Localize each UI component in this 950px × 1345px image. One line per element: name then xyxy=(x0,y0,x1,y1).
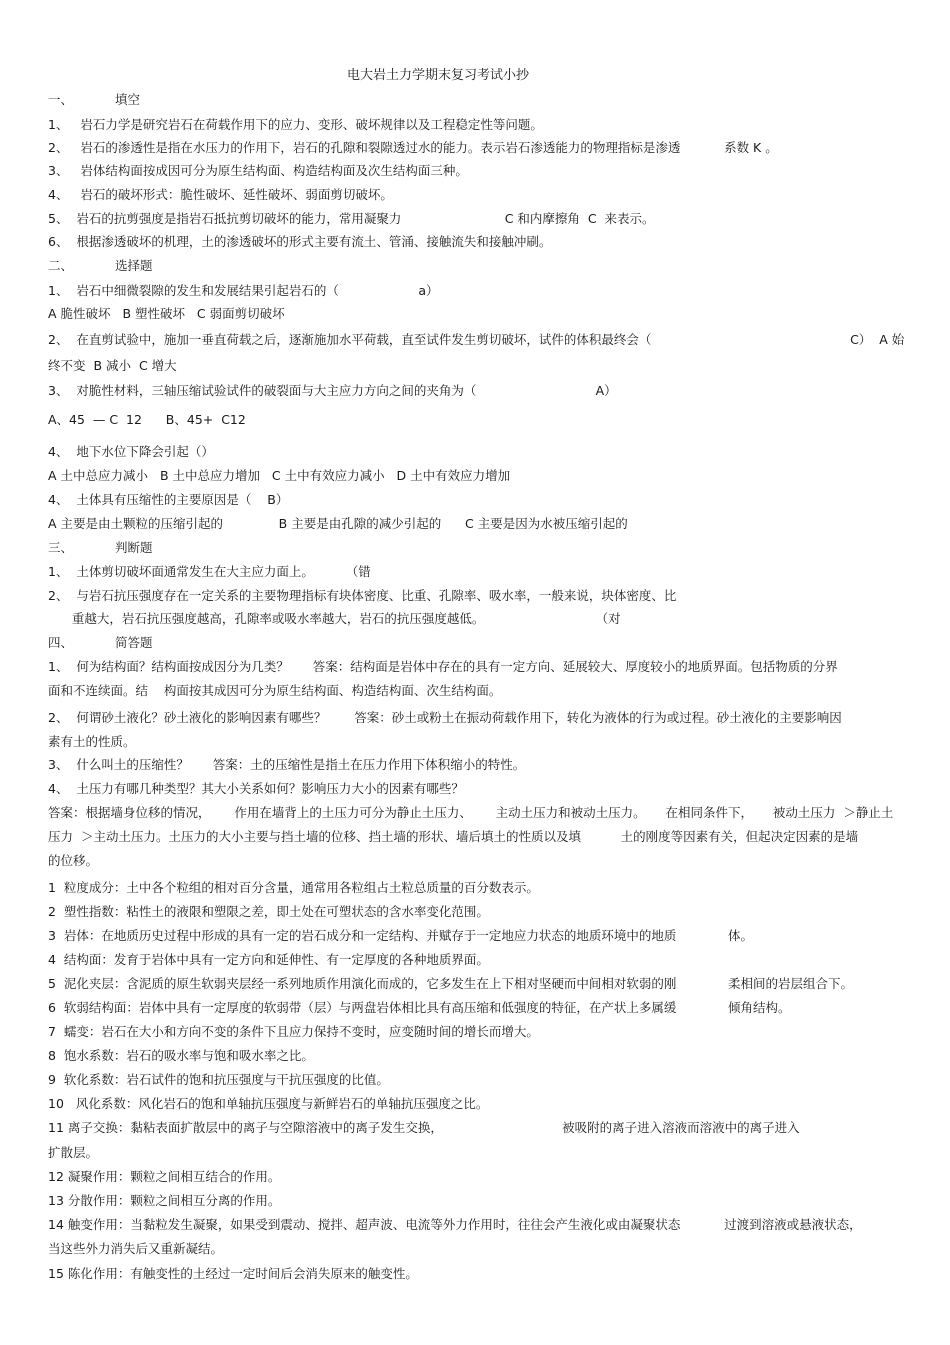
text-line: 6、 根据渗透破坏的机理，土的渗透破坏的形式主要有流土、管涌、接触流失和接触冲刷。 xyxy=(48,234,552,249)
text-line: 重越大，岩石抗压强度越高，孔隙率或吸水率越大，岩石的抗压强度越低。 （对 xyxy=(48,611,621,626)
text-line: 2、 在直剪试验中，施加一垂直荷载之后，逐渐施加水平荷载，直至试件发生剪切破坏，试件的体积最终会（ C） A 始 xyxy=(48,332,905,347)
text-line: 1、 何为结构面？结构面按成因分为几类？ 答案：结构面是岩体中存在的具有一定方向、延展较大、厚度较小的地质界面。包括物质的分界 xyxy=(48,659,838,674)
text-line: 压力 ＞主动土压力。土压力的大小主要与挡土墙的位移、挡土墙的形状、墙后填土的性质以及填 土的刚度等因素有关，但起决定因素的是墙 xyxy=(48,829,859,844)
document-title: 电大岩土力学期末复习考试小抄 xyxy=(347,68,530,83)
section-heading: 简答题 xyxy=(115,635,153,650)
text-line: 答案：根据墙身位移的情况， 作用在墙背上的土压力可分为静止土压力、 主动土压力和被动土压力。 在相同条件下， 被动土压力 ＞静止土 xyxy=(48,805,894,820)
text-line: 6 软弱结构面：岩体中具有一定厚度的软弱带（层）与两盘岩体相比具有高压缩和低强度的特征，在产状上多属缓 倾角结构。 xyxy=(48,1000,791,1015)
section-number: 四、 xyxy=(48,635,74,650)
section-number: 三、 xyxy=(48,540,74,555)
text-line: 10 风化系数：风化岩石的饱和单轴抗压强度与新鲜岩石的单轴抗压强度之比。 xyxy=(48,1096,489,1111)
text-line: 5、 岩石的抗剪强度是指岩石抵抗剪切破坏的能力，常用凝聚力 C 和内摩擦角 C 来表示。 xyxy=(48,211,655,226)
text-line: 1、 岩石力学是研究岩石在荷载作用下的应力、变形、破坏规律以及工程稳定性等问题。 xyxy=(48,117,543,132)
text-line: 8 饱水系数：岩石的吸水率与饱和吸水率之比。 xyxy=(48,1048,314,1063)
text-line: 15 陈化作用：有触变性的土经过一定时间后会消失原来的触变性。 xyxy=(48,1266,418,1281)
section-number: 二、 xyxy=(48,258,74,273)
text-line: 7 蠕变：岩石在大小和方向不变的条件下且应力保持不变时，应变随时间的增长而增大。 xyxy=(48,1024,539,1039)
section-heading: 选择题 xyxy=(115,258,153,273)
text-line: 2、 与岩石抗压强度存在一定关系的主要物理指标有块体密度、比重、孔隙率、吸水率，一般来说，块体密度、比 xyxy=(48,588,677,603)
text-line: 4、 土体具有压缩性的主要原因是（ B） xyxy=(48,492,289,507)
section-heading: 判断题 xyxy=(115,540,153,555)
section-number: 一、 xyxy=(48,92,74,107)
section-heading: 填空 xyxy=(115,92,141,107)
text-line: 3、 什么叫土的压缩性？ 答案：土的压缩性是指土在压力作用下体积缩小的特性。 xyxy=(48,757,526,772)
text-line: 1 粒度成分：土中各个粒组的相对百分含量，通常用各粒组占土粒总质量的百分数表示。 xyxy=(48,880,539,895)
text-line: 2 塑性指数：粘性土的液限和塑限之差，即土处在可塑状态的含水率变化范围。 xyxy=(48,904,489,919)
text-line: 12 凝聚作用：颗粒之间相互结合的作用。 xyxy=(48,1169,281,1184)
text-line: A、45 — C 12 B、45+ C12 xyxy=(48,412,246,427)
text-line: 的位移。 xyxy=(48,853,99,868)
text-line: 5 泥化夹层：含泥质的原生软弱夹层经一系列地质作用演化而成的，它多发生在上下相对坚硬而中间相对软弱的刚 柔相间的岩层组合下。 xyxy=(48,976,854,991)
text-line: 4、 地下水位下降会引起（） xyxy=(48,444,214,459)
text-line: 4、 岩石的破坏形式：脆性破坏、延性破坏、弱面剪切破坏。 xyxy=(48,187,393,202)
text-line: 当这些外力消失后又重新凝结。 xyxy=(48,1241,224,1256)
text-line: A 脆性破坏 B 塑性破坏 C 弱面剪切破坏 xyxy=(48,306,285,321)
text-line: 2、 岩石的渗透性是指在水压力的作用下，岩石的孔隙和裂隙透过水的能力。表示岩石渗透能力的物理指标是渗透 系数 K 。 xyxy=(48,140,778,155)
text-line: 11 离子交换：黏粘表面扩散层中的离子与空隙溶液中的离子发生交换， 被吸附的离子进入溶液而溶液中的离子进入 xyxy=(48,1120,800,1135)
text-line: 14 触变作用：当黏粒发生凝聚，如果受到震动、搅拌、超声波、电流等外力作用时，往往会产生液化或由凝聚状态 过渡到溶液或悬液状态， xyxy=(48,1217,862,1232)
text-line: 终不变 B 减小 C 增大 xyxy=(48,358,177,373)
text-line: 2、 何谓砂土液化？砂土液化的影响因素有哪些？ 答案：砂土或粉土在振动荷载作用下，转化为液体的行为或过程。砂土液化的主要影响因 xyxy=(48,710,842,725)
text-line: 1、 岩石中细微裂隙的发生和发展结果引起岩石的（ a） xyxy=(48,283,439,298)
text-line: 4、 土压力有哪几种类型？其大小关系如何？影响压力大小的因素有哪些？ xyxy=(48,781,464,796)
text-line: 面和不连续面。结 构面按其成因可分为原生结构面、构造结构面、次生结构面。 xyxy=(48,683,502,698)
text-line: 3 岩体：在地质历史过程中形成的具有一定的岩石成分和一定结构、并赋存于一定地应力状态的地质环境中的地质 体。 xyxy=(48,928,754,943)
text-line: 扩散层。 xyxy=(48,1145,99,1160)
text-line: 4 结构面：发育于岩体中具有一定方向和延伸性、有一定厚度的各种地质界面。 xyxy=(48,952,489,967)
text-line: 9 软化系数：岩石试件的饱和抗压强度与干抗压强度的比值。 xyxy=(48,1072,389,1087)
text-line: A 土中总应力减小 B 土中总应力增加 C 土中有效应力减小 D 土中有效应力增加 xyxy=(48,468,511,483)
text-line: 3、 岩体结构面按成因可分为原生结构面、构造结构面及次生结构面三种。 xyxy=(48,163,468,178)
text-line: 素有土的性质。 xyxy=(48,734,136,749)
text-line: A 主要是由土颗粒的压缩引起的 B 主要是由孔隙的减少引起的 C 主要是因为水被压缩引起的 xyxy=(48,516,628,531)
text-line: 3、 对脆性材料，三轴压缩试验试件的破裂面与大主应力方向之间的夹角为（ A） xyxy=(48,383,617,398)
text-line: 13 分散作用：颗粒之间相互分离的作用。 xyxy=(48,1193,281,1208)
text-line: 1、 土体剪切破坏面通常发生在大主应力面上。 （错 xyxy=(48,564,371,579)
